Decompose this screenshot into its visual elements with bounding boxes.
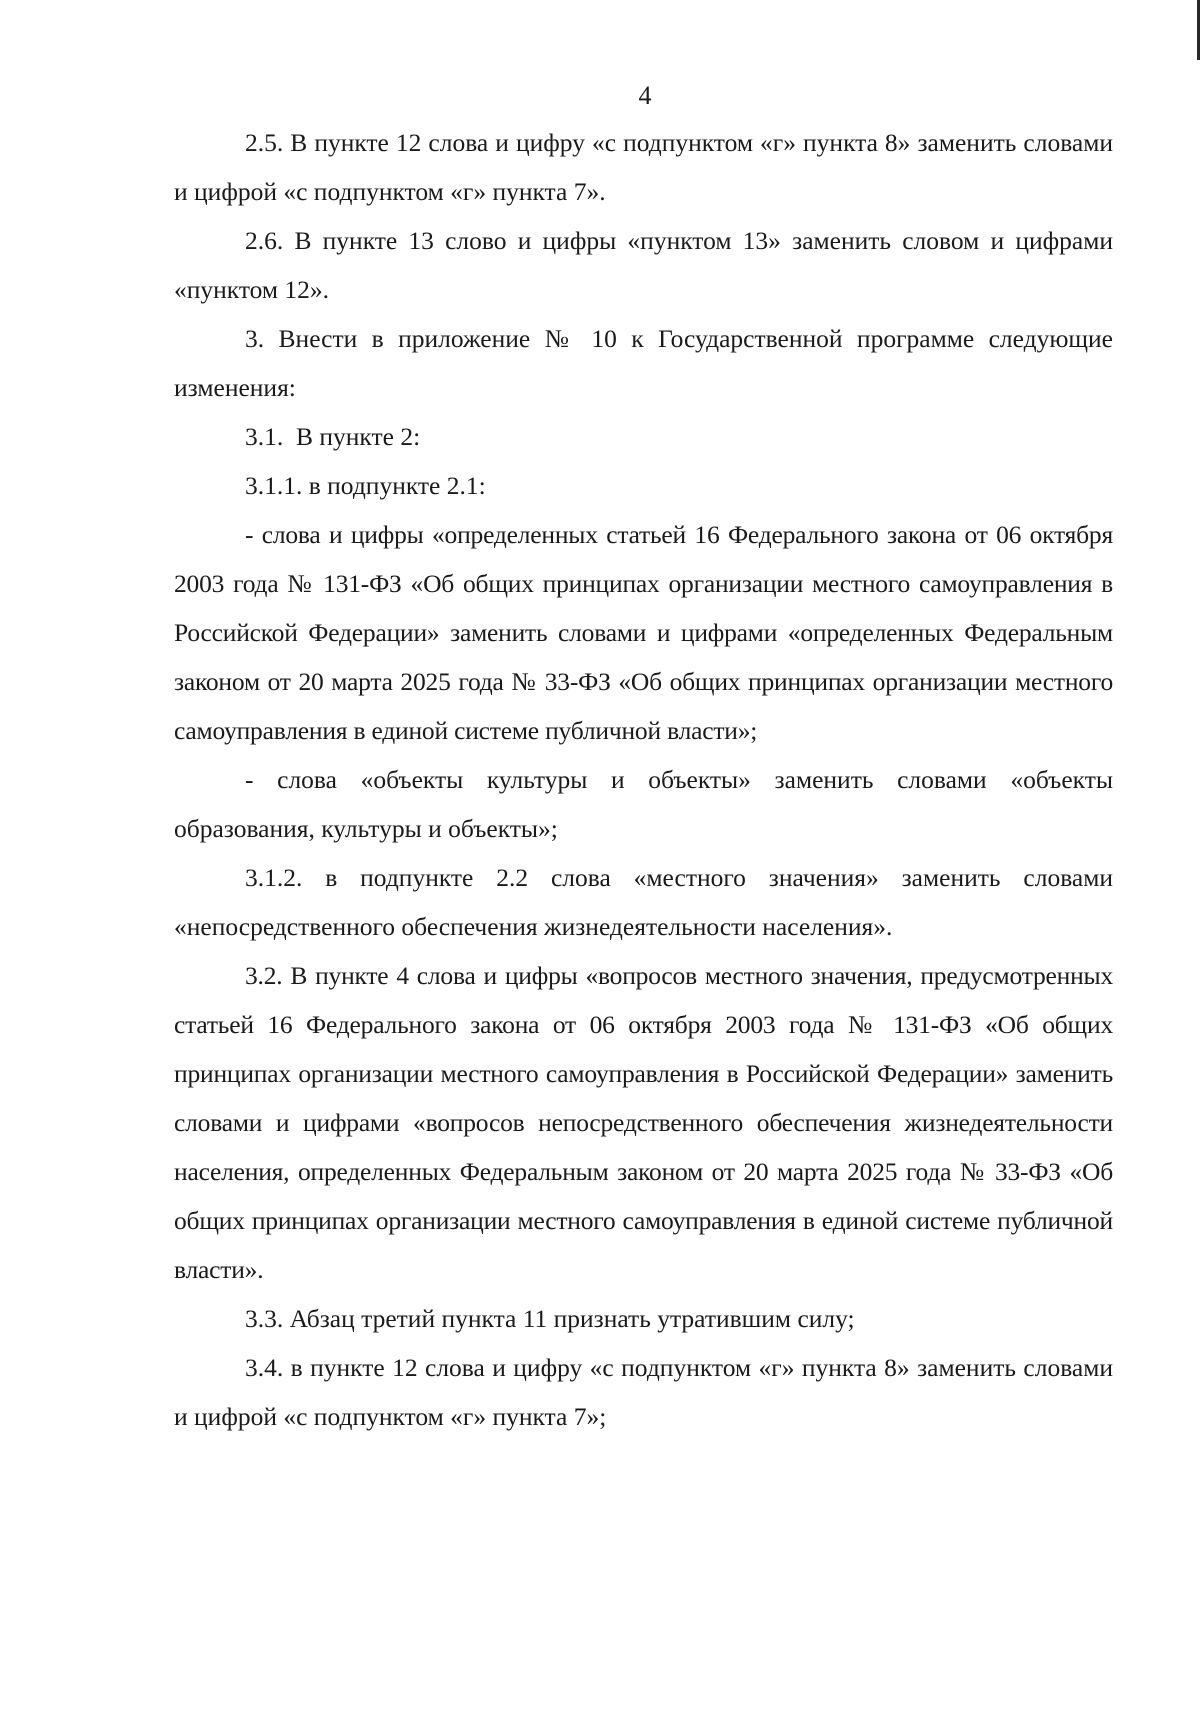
- paragraph-3-1: 3.1. В пункте 2:: [245, 422, 421, 451]
- paragraph-3-1-2: 3.1.2. в подпункте 2.2 слова «местного значения» заменить словами «непосредственного обеспечения жизнедеятельности населения».: [174, 863, 1113, 941]
- paragraph-2-6: 2.6. В пункте 13 слово и цифры «пунктом 13» заменить словом и цифрами «пунктом 12».: [174, 226, 1113, 304]
- paragraph-2-5: 2.5. В пункте 12 слова и цифру «с подпунктом «г» пункта 8» заменить словами и цифрой «с подпунктом «г» пункта 7».: [174, 128, 1113, 206]
- paragraph-3-1-1: 3.1.1. в подпункте 2.1:: [245, 471, 486, 500]
- paragraph-3-2: 3.2. В пункте 4 слова и цифры «вопросов местного значения, предусмотренных статьей 16 Федерального закона от 06 октября 2003 года № 131-ФЗ «Об общих принципах организации местного самоуправления в Российской Федерации» заменить словами и цифрами «вопросов непосредственного обеспечения жизнедеятельности населения, определенных Федеральным законом от 20 марта 2025 года № 33-ФЗ «Об общих принципах организации местного самоуправления в единой системе публичной власти».: [174, 961, 1113, 1284]
- paragraph-3-4: 3.4. в пункте 12 слова и цифру «с подпунктом «г» пункта 8» заменить словами и цифрой «с подпунктом «г» пункта 7»;: [174, 1353, 1113, 1431]
- paragraph-3-3: 3.3. Абзац третий пункта 11 признать утратившим силу;: [245, 1304, 855, 1333]
- document-body: [174, 118, 1113, 1441]
- paragraph-3: 3. Внести в приложение № 10 к Государственной программе следующие изменения:: [174, 324, 1113, 402]
- paragraph-3-1-1-item-2: - слова «объекты культуры и объекты» заменить словами «объекты образования, культуры и объекты»;: [174, 765, 1113, 843]
- page-number: 4: [638, 81, 652, 110]
- paragraph-3-1-1-item-1: - слова и цифры «определенных статьей 16 Федерального закона от 06 октября 2003 года № 131-ФЗ «Об общих принципах организации местного самоуправления в Российской Федерации» заменить словами и цифрами «определенных Федеральным законом от 20 марта 2025 года № 33-ФЗ «Об общих принципах организации местного самоуправления в единой системе публичной власти»;: [174, 520, 1113, 745]
